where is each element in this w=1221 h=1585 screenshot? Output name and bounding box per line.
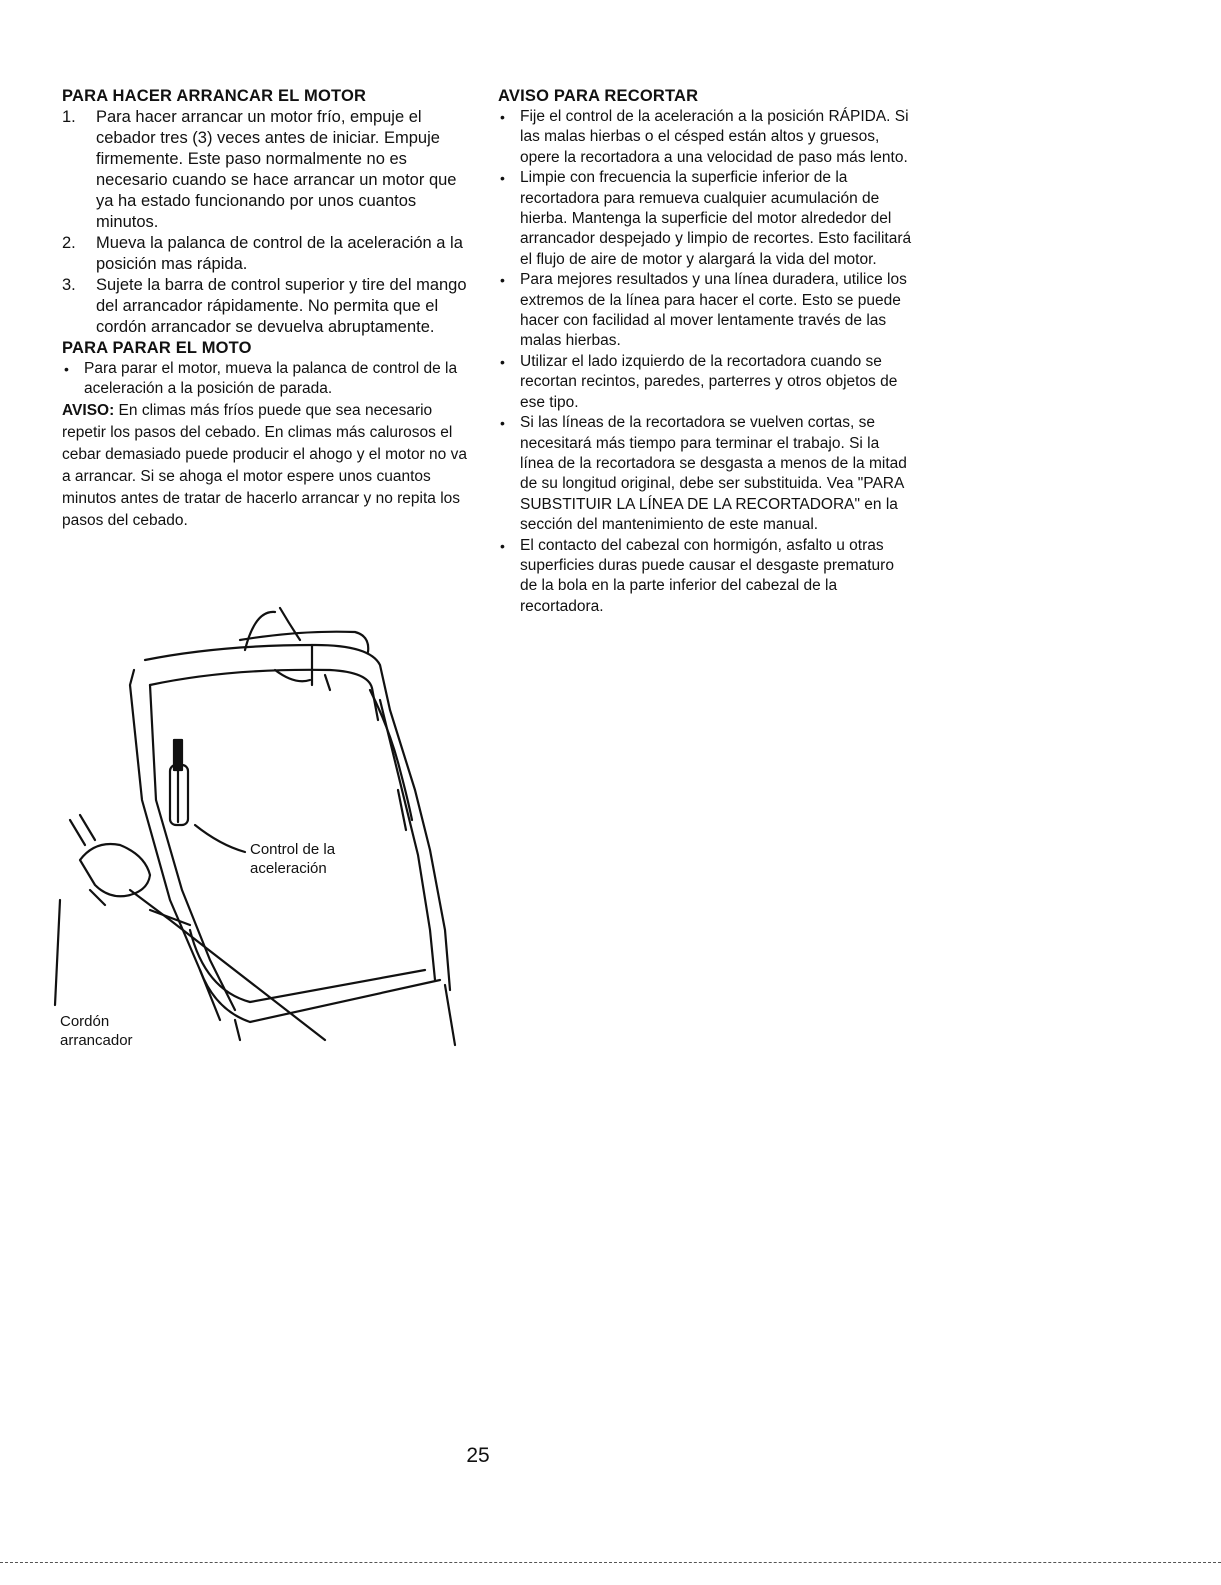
page-number: 25 (466, 1444, 490, 1467)
start-step: 3. Sujete la barra de control superior y tire del mango del arrancador rápidamente. No permita que el cordón arrancador se devuelva abruptamente. (62, 276, 467, 336)
trimming-tip: • Si las líneas de la recortadora se vuelven cortas, se necesitará más tiempo para terminar el trabajo. Si la línea de la recortadora se desgasta a menos de la mitad de su longitud original, debe ser substituida. Vea "PARA SUBSTITUIR LA LÍNEA DE LA RECORTADORA" en la sección del mantenimiento de este manual. (500, 414, 907, 534)
trimming-tips-heading: AVISO PARA RECORTAR (498, 87, 699, 105)
trimming-tip: • Utilizar el lado izquierdo de la recortadora cuando se recortan recintos, paredes, parterres y otros objetos de ese tipo. (500, 352, 898, 411)
start-engine-heading: PARA HACER ARRANCAR EL MOTOR (62, 87, 367, 105)
start-step: 2. Mueva la palanca de control de la aceleración a la posición mas rápida. (62, 234, 463, 273)
right-column (498, 86, 913, 617)
trimming-tip: • Para mejores resultados y una línea duradera, utilice los extremos de la línea para hacer el corte. Esto se puede hacer con facilidad al mover lentamente través de las malas hierbas. (500, 271, 907, 350)
stop-item: • Para parar el motor, mueva la palanca de control de la aceleración a la posición de parada. (64, 360, 458, 398)
cold-weather-note: AVISO: En climas más fríos puede que sea necesario repetir los pasos del cebado. En climas más calurosos el cebar demasiado puede producir el ahogo y el motor no va a arrancar. Si se ahoga el motor espere unos cuantos minutos antes de tratar de hacerlo arrancar y no repita los pasos del cebado. (62, 401, 467, 529)
left-column (62, 86, 472, 532)
trimming-tip: • Limpie con frecuencia la superficie inferior de la recortadora para remueva cualquier acumulación de hierba. Mantenga la superficie del motor alrededor del arrancador despejado y limpio de recortes. Esto facilitará el flujo de aire de motor y alargará la vida del motor. (500, 169, 912, 268)
stop-list (62, 359, 472, 400)
bottom-rule (0, 1562, 1221, 1563)
start-step: 1. Para hacer arrancar un motor frío, empuje el cebador tres (3) veces antes de iniciar. Empuje firmemente. Este paso normalmente no es necesario cuando se hace arrancar un motor que ya ha estado funcionando por unos cuantos minutos. (62, 108, 457, 231)
stop-engine-heading: PARA PARAR EL MOTO (62, 339, 252, 357)
start-steps-list (62, 107, 472, 338)
trimming-tip: • Fije el control de la aceleración a la posición RÁPIDA. Si las malas hierbas o el césped están altos y gruesos, opere la recortadora a una velocidad de paso más lento. (500, 108, 909, 166)
trimming-tip: • El contacto del cabezal con hormigón, asfalto u otras superficies duras puede causar el desgaste prematuro de la bola en la parte inferior del cabezal de la recortadora. (500, 536, 894, 615)
throttle-control-label: Control de la aceleración (250, 841, 336, 877)
mower-handle-drawing (50, 590, 490, 1060)
starter-cord-label: Cordón arrancador (60, 1013, 133, 1049)
mower-handle-illustration (50, 590, 490, 1060)
trimming-tips-list (498, 107, 913, 617)
